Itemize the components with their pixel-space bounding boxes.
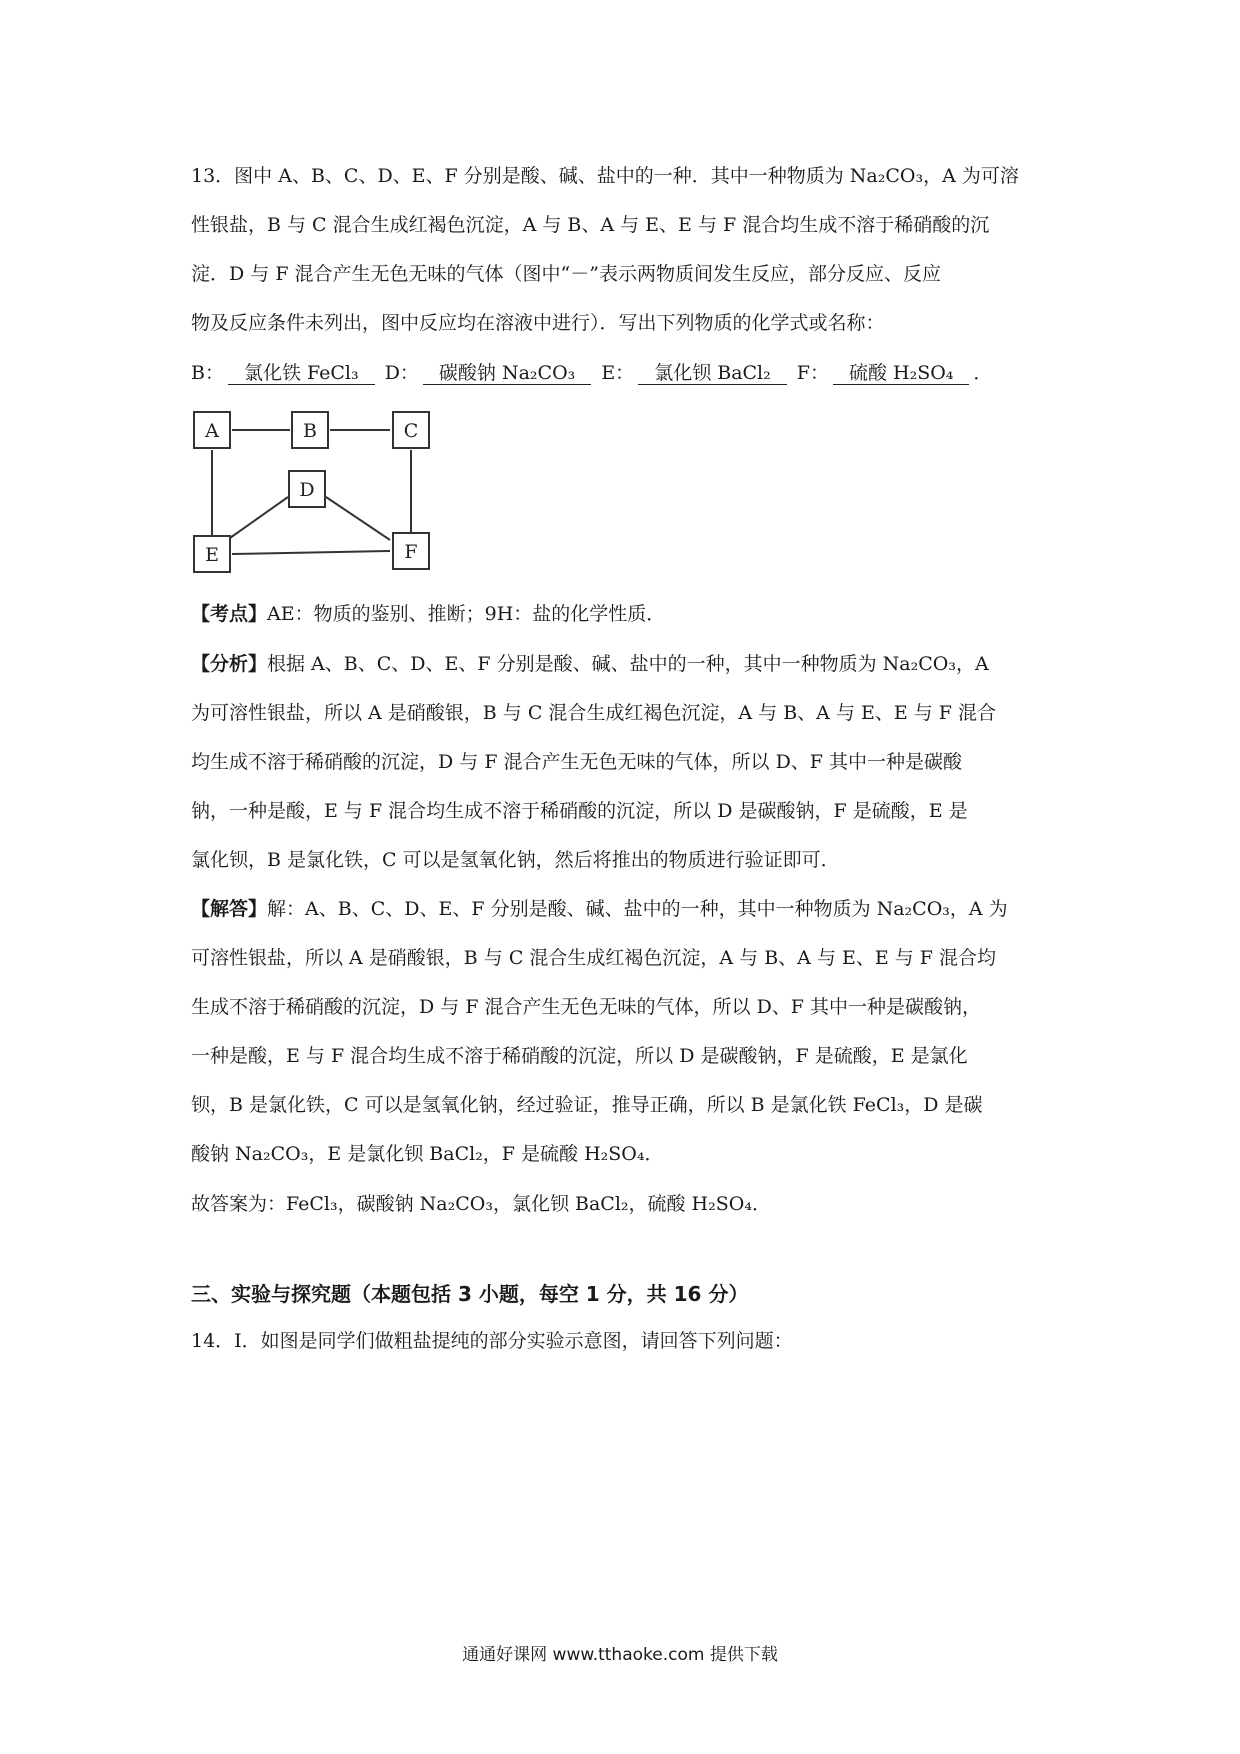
kaodian-tag: 【考点】 [191,603,268,625]
question-13-text [191,152,1051,348]
section-heading: 三、实验与探究题（本题包括 3 小题，每空 1 分，共 16 分） [191,1282,749,1306]
kaodian-text: AE：物质的鉴别、推断；9H：盐的化学性质． [267,603,666,625]
q13-line: 13．图中 A、B、C、D、E、F 分别是酸、碱、盐中的一种．其中一种物质为 Na₂CO₃，A 为可溶 [191,165,1019,187]
jieda-tag: 【解答】 [191,898,268,920]
fenxi-tag: 【分析】 [191,653,268,675]
jieda-section [191,885,1051,1179]
q13-line: 淀．D 与 F 混合产生无色无味的气体（图中“－”表示两物质间发生反应，部分反应、反应 [191,263,941,285]
answer-d-blank: 碳酸钠 Na₂CO₃ [423,362,591,385]
node-a-label: A [205,420,219,442]
kaodian-line [191,590,1051,639]
fenxi-section [191,640,1051,885]
edge-d-f [326,497,390,540]
page-footer: 通通好课网 www.tthaoke.com 提供下载 [462,1645,778,1665]
q13-line: 性银盐，B 与 C 混合生成红褐色沉淀，A 与 B、A 与 E、E 与 F 混合均生成不溶于稀硝酸的沉 [191,214,990,236]
fenxi-line: 氯化钡，B 是氯化铁，C 可以是氢氧化钠，然后将推出的物质进行验证即可． [191,849,840,871]
fenxi-line-text: 根据 A、B、C、D、E、F 分别是酸、碱、盐中的一种，其中一种物质为 Na₂CO₃，A [267,653,989,675]
q13-answer-blanks [191,349,992,398]
edge-d-e [230,497,288,538]
answer-f-label: F： [796,362,829,384]
answer-d-label: D： [384,362,419,384]
answer-end-mark: ． [973,362,993,384]
edge-e-f [232,551,390,554]
answer-e-label: E： [601,362,635,384]
question-14-text: 14．Ⅰ．如图是同学们做粗盐提纯的部分实验示意图，请回答下列问题： [191,1330,793,1352]
fenxi-line [191,640,1051,689]
answer-f-blank: 硫酸 H₂SO₄ [833,362,969,385]
answer-b-label: B： [191,362,224,384]
answer-b-blank: 氯化铁 FeCl₃ [228,362,375,385]
fenxi-line: 钠，一种是酸，E 与 F 混合均生成不溶于稀硝酸的沉淀，所以 D 是碳酸钠，F 是硫酸，E 是 [191,800,968,822]
jieda-line: 可溶性银盐，所以 A 是硝酸银，B 与 C 混合生成红褐色沉淀，A 与 B、A 与 E、E 与 F 混合均 [191,947,997,969]
node-b-label: B [303,420,317,442]
final-answer [191,1180,1051,1229]
node-c-label: C [403,420,419,442]
reaction-diagram [190,405,480,580]
node-d-label: D [299,479,315,501]
fenxi-line: 为可溶性银盐，所以 A 是硝酸银，B 与 C 混合生成红褐色沉淀，A 与 B、A 与 E、E 与 F 混合 [191,702,997,724]
final-answer-line: 故答案为：FeCl₃，碳酸钠 Na₂CO₃，氯化钡 BaCl₂，硫酸 H₂SO₄． [191,1193,771,1215]
jieda-line: 生成不溶于稀硝酸的沉淀，D 与 F 混合产生无色无味的气体，所以 D、F 其中一种是碳酸钠， [191,996,982,1018]
jieda-line: 一种是酸，E 与 F 混合均生成不溶于稀硝酸的沉淀，所以 D 是碳酸钠，F 是硫酸，E 是氯化 [191,1045,968,1067]
fenxi-line: 均生成不溶于稀硝酸的沉淀，D 与 F 混合产生无色无味的气体，所以 D、F 其中一种是碳酸 [191,751,963,773]
node-e-label: E [205,544,219,566]
kaodian-section [191,590,1051,639]
answer-e-blank: 氯化钡 BaCl₂ [638,362,787,385]
node-f-label: F [404,541,418,563]
jieda-line [191,885,1051,934]
jieda-line: 钡，B 是氯化铁，C 可以是氢氧化钠，经过验证，推导正确，所以 B 是氯化铁 FeCl₃，D 是碳 [191,1094,983,1116]
q13-line: 物及反应条件未列出，图中反应均在溶液中进行）．写出下列物质的化学式或名称： [191,312,885,334]
jieda-line: 酸钠 Na₂CO₃，E 是氯化钡 BaCl₂，F 是硫酸 H₂SO₄． [191,1143,664,1165]
jieda-line-text: 解：A、B、C、D、E、F 分别是酸、碱、盐中的一种，其中一种物质为 Na₂CO₃，A 为 [267,898,1008,920]
